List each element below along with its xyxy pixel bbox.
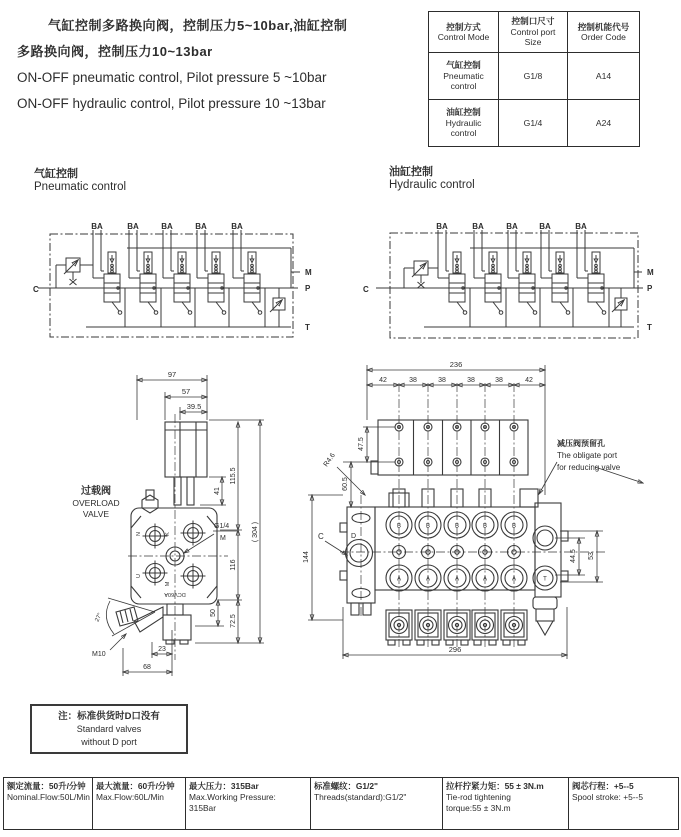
port-label-c: C: [318, 532, 324, 541]
port-label-ba: BA: [127, 222, 139, 231]
dim-label-304: ( 304 ): [252, 521, 259, 543]
dim-label-97: 97: [167, 370, 177, 379]
port-label-ba: BA: [161, 222, 173, 231]
port-label-a: A: [482, 576, 488, 583]
label-hydraulic-control: 油缸控制 Hydraulic control: [389, 166, 475, 191]
cell-mode: 气缸控制 Pneumatic control: [429, 53, 499, 100]
dim-label-39-5: 39.5: [186, 402, 202, 411]
port-label-ba: BA: [436, 222, 448, 231]
drawing-front-view: [295, 355, 681, 685]
dim-label-50: 50: [210, 609, 217, 617]
note-zh-line: 注：标准供货时D口没有: [58, 711, 160, 722]
port-label-b: B: [482, 523, 488, 530]
port-label-m: M: [305, 268, 312, 277]
bottom-caps: [386, 610, 527, 645]
dim-label-47-5: 47.5: [358, 437, 365, 451]
cell-port: G1/8: [499, 53, 568, 100]
port-bolt: [143, 524, 168, 549]
port-label-k: K: [165, 532, 171, 536]
note-en-line2: without D port: [81, 737, 137, 747]
lever-cone: [134, 607, 163, 632]
body-code-label: DCV60A: [164, 591, 186, 597]
port-label-ba: BA: [539, 222, 551, 231]
dim-label-53: 53: [588, 552, 595, 560]
port-label-u: U: [136, 574, 142, 578]
port-label-ba: BA: [231, 222, 243, 231]
valve-section: [438, 230, 470, 327]
spec-max-pressure: 最大压力：315Bar Max.Working Pressure: 315Bar: [186, 778, 311, 830]
port-bolt: [181, 564, 206, 589]
port-label-p: P: [647, 284, 653, 293]
hex-nut: [142, 495, 158, 513]
valve-section: [474, 230, 506, 327]
cell-code: A24: [568, 100, 640, 147]
port-label-c: C: [363, 285, 369, 294]
dimensions: [106, 375, 264, 676]
valve-section: [541, 230, 573, 327]
port-label-b: B: [511, 523, 517, 530]
port-label-m: M: [220, 535, 226, 542]
intro-zh-line2: 多路换向阀，控制压力10~13bar: [17, 44, 213, 59]
table-row-pneumatic: [429, 53, 640, 100]
cell-mode: 油缸控制 Hydraulic control: [429, 100, 499, 147]
dim-label-296: 296: [448, 645, 462, 654]
port-label-t: T: [647, 323, 652, 332]
schematic-hydraulic: [358, 213, 658, 348]
control-mode-table: [428, 11, 640, 147]
note-en1: The obligate port: [557, 451, 618, 460]
valve-section: [129, 230, 161, 327]
bottom-cap: [163, 615, 191, 640]
relief-cartridge: [533, 597, 557, 635]
intro-en-line2: ON-OFF hydraulic control, Pilot pressure 10 ~13bar: [17, 96, 326, 111]
cell-code: A14: [568, 53, 640, 100]
spec-spool-stroke: 阀芯行程：+5--5 Spool stroke: +5--5: [569, 778, 679, 830]
boundary-box: [390, 233, 638, 338]
spec-nominal-flow: 额定流量：50升/分钟 Nominal.Flow:50L/Min: [4, 778, 93, 830]
port-label-ba: BA: [575, 222, 587, 231]
intro-zh-line1: 气缸控制多路换向阀，控制压力5~10bar,油缸控制: [48, 18, 348, 33]
relief-valve: [56, 258, 93, 288]
port-label-ba: BA: [472, 222, 484, 231]
centerlines: [128, 414, 228, 660]
dim-label-23: 23: [158, 646, 166, 653]
header-control-mode: 控制方式 Control Mode: [429, 12, 499, 53]
port-label-b: B: [425, 523, 431, 530]
header-port-size: 控制口尺寸 Control port Size: [499, 12, 568, 53]
dim-label-68: 68: [143, 664, 151, 671]
overload-valve-label: 过载阀 OVERLOAD VALVE: [72, 486, 120, 519]
cell-port: G1/4: [499, 100, 568, 147]
port-label-c: C: [33, 285, 39, 294]
label-pneumatic-control: 气缸控制 Pneumatic control: [34, 168, 127, 193]
dim-label-r4-6: R4.6: [322, 452, 337, 469]
schematic-pneumatic: [28, 213, 318, 348]
dim-label-seg: 42: [379, 377, 387, 384]
intro-en-line1: ON-OFF pneumatic control, Pilot pressure 5 ~10bar: [17, 70, 327, 85]
dim-label-27deg: 27°: [94, 612, 104, 623]
valve-section: [577, 230, 609, 327]
port-label-a: A: [454, 576, 460, 583]
port-label-t: T: [305, 323, 310, 332]
dim-label-seg: 38: [409, 377, 417, 384]
reducing-valve: [270, 288, 285, 327]
valve-section: [163, 230, 195, 327]
port-label-a: A: [396, 576, 402, 583]
table-row-hydraulic: [429, 100, 640, 147]
port-label-t: T: [543, 576, 547, 583]
port-label-b: B: [396, 523, 402, 530]
standard-supply-note: [30, 704, 188, 754]
dim-label-seg: 38: [495, 377, 503, 384]
dim-label-44-5: 44.5: [570, 549, 577, 563]
port-label-ba: BA: [195, 222, 207, 231]
control-table-header: [429, 12, 640, 53]
port-label-ba: BA: [506, 222, 518, 231]
port-label-b: B: [454, 523, 460, 530]
dim-label-60-5: 60.5: [342, 477, 349, 491]
dim-label-seg: 38: [467, 377, 475, 384]
port-label-g14: G1/4: [214, 523, 230, 530]
valve-section: [508, 230, 540, 327]
bypass-line: [127, 248, 300, 288]
port-label-m-small: M: [165, 581, 171, 587]
dim-label-seg: 38: [438, 377, 446, 384]
header-order-code: 控制机能代号 Order Code: [568, 12, 640, 53]
intro-text: [17, 13, 429, 117]
dim-label-seg: 42: [525, 377, 533, 384]
port-label-ba: BA: [91, 222, 103, 231]
valve-section: [197, 230, 229, 327]
dim-label-57: 57: [181, 387, 191, 396]
spool-stems: [389, 489, 538, 507]
port-label-m: M: [647, 268, 654, 277]
port-bolt: [143, 561, 168, 586]
spec-threads: 标准螺纹：G1/2" Threads(standard):G1/2": [311, 778, 443, 830]
dim-label-m10: M10: [92, 651, 106, 658]
reducing-valve-note: [557, 438, 621, 472]
port-label-a: A: [511, 576, 517, 583]
reducing-valve: [612, 288, 627, 327]
dim-label-116: 116: [230, 559, 237, 571]
valve-outline: [340, 420, 568, 645]
port-label-p: P: [305, 284, 311, 293]
port-label-a: A: [425, 576, 431, 583]
note-en2: for reducing valve: [557, 463, 621, 472]
note-zh: 减压阀预留孔: [557, 439, 605, 448]
port-label-n: N: [136, 532, 142, 536]
note-en-line1: Standard valves: [76, 724, 142, 734]
dim-label-72-5: 72.5: [230, 614, 237, 628]
dim-label-144: 144: [303, 551, 310, 563]
dim-label-41: 41: [214, 487, 221, 495]
dim-label-236: 236: [449, 360, 463, 369]
spec-tie-rod-torque: 拉杆拧紧力矩：55 ± 3N.m Tie-rod tightening torque:55 ± 3N.m: [443, 778, 569, 830]
spec-max-flow: 最大流量：60升/分钟 Max.Flow:60L/Min: [93, 778, 186, 830]
spec-footer-table: [3, 777, 679, 830]
valve-section: [233, 230, 265, 327]
drawing-side-view: [30, 360, 330, 700]
port-label-d: D: [351, 533, 357, 540]
valve-section: [93, 230, 125, 327]
dim-label-115-5: 115.5: [230, 467, 237, 485]
relief-valve: [404, 261, 438, 288]
